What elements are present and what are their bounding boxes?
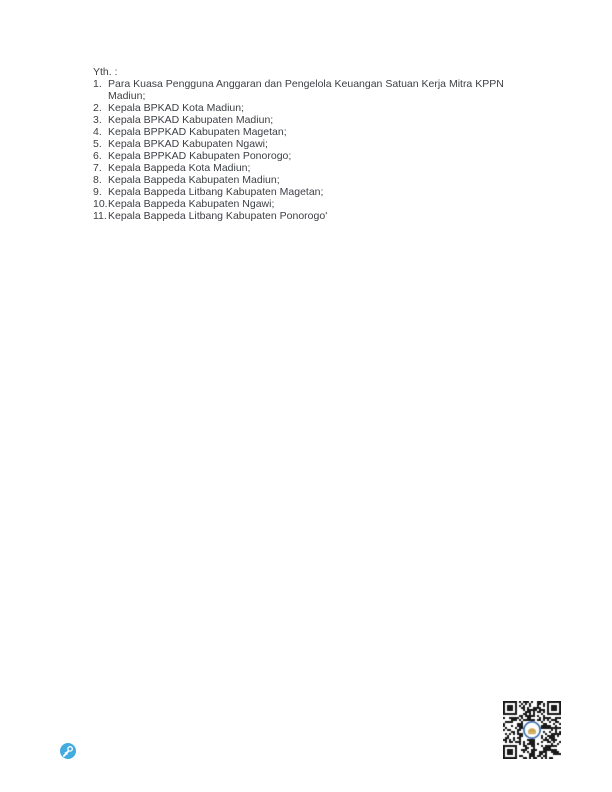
list-item [93, 102, 513, 114]
list-item-number: 7. [93, 162, 102, 174]
list-item [93, 114, 513, 126]
list-item [93, 186, 513, 198]
list-item-text: Kepala BPKAD Kota Madiun; [108, 102, 244, 114]
list-item-number: 9. [93, 186, 102, 198]
list-item-text: Kepala BPPKAD Kabupaten Ponorogo; [108, 150, 292, 162]
list-item-text: Kepala Bappeda Kota Madiun; [108, 162, 251, 174]
list-item [93, 150, 513, 162]
list-item-text: Kepala Bappeda Litbang Kabupaten Magetan; [108, 186, 324, 198]
list-item-number: 4. [93, 126, 102, 138]
qr-code-canvas [503, 701, 561, 759]
list-item-text: Kepala Bappeda Kabupaten Ngawi; [108, 198, 275, 210]
list-item [93, 138, 513, 150]
list-item-number: 3. [93, 114, 102, 126]
list-item-number: 10. [93, 198, 108, 210]
list-item [93, 78, 513, 102]
list-item-number: 8. [93, 174, 102, 186]
list-item-number: 11. [93, 210, 107, 222]
list-item [93, 210, 513, 222]
document-verification-qr-code [503, 701, 561, 759]
salutation: Yth. : [93, 66, 118, 78]
list-item [93, 126, 513, 138]
list-item [93, 174, 513, 186]
list-item-number: 2. [93, 102, 102, 114]
treasury-globe-logo-icon [60, 743, 76, 759]
list-item-number: 6. [93, 150, 102, 162]
list-item [93, 162, 513, 174]
list-item-text: Kepala Bappeda Litbang Kabupaten Ponorogo' [108, 210, 328, 222]
recipient-block [93, 66, 513, 222]
list-item-text: Kepala BPKAD Kabupaten Madiun; [108, 114, 274, 126]
list-item-text: Kepala Bappeda Kabupaten Madiun; [108, 174, 280, 186]
list-item-number: 5. [93, 138, 102, 150]
list-item [93, 198, 513, 210]
list-item-number: 1. [93, 78, 102, 90]
list-item-text: Para Kuasa Pengguna Anggaran dan Pengelola Keuangan Satuan Kerja Mitra KPPN Madiun; [108, 78, 504, 102]
list-item-text: Kepala BPKAD Kabupaten Ngawi; [108, 138, 268, 150]
list-item-text: Kepala BPPKAD Kabupaten Magetan; [108, 126, 287, 138]
